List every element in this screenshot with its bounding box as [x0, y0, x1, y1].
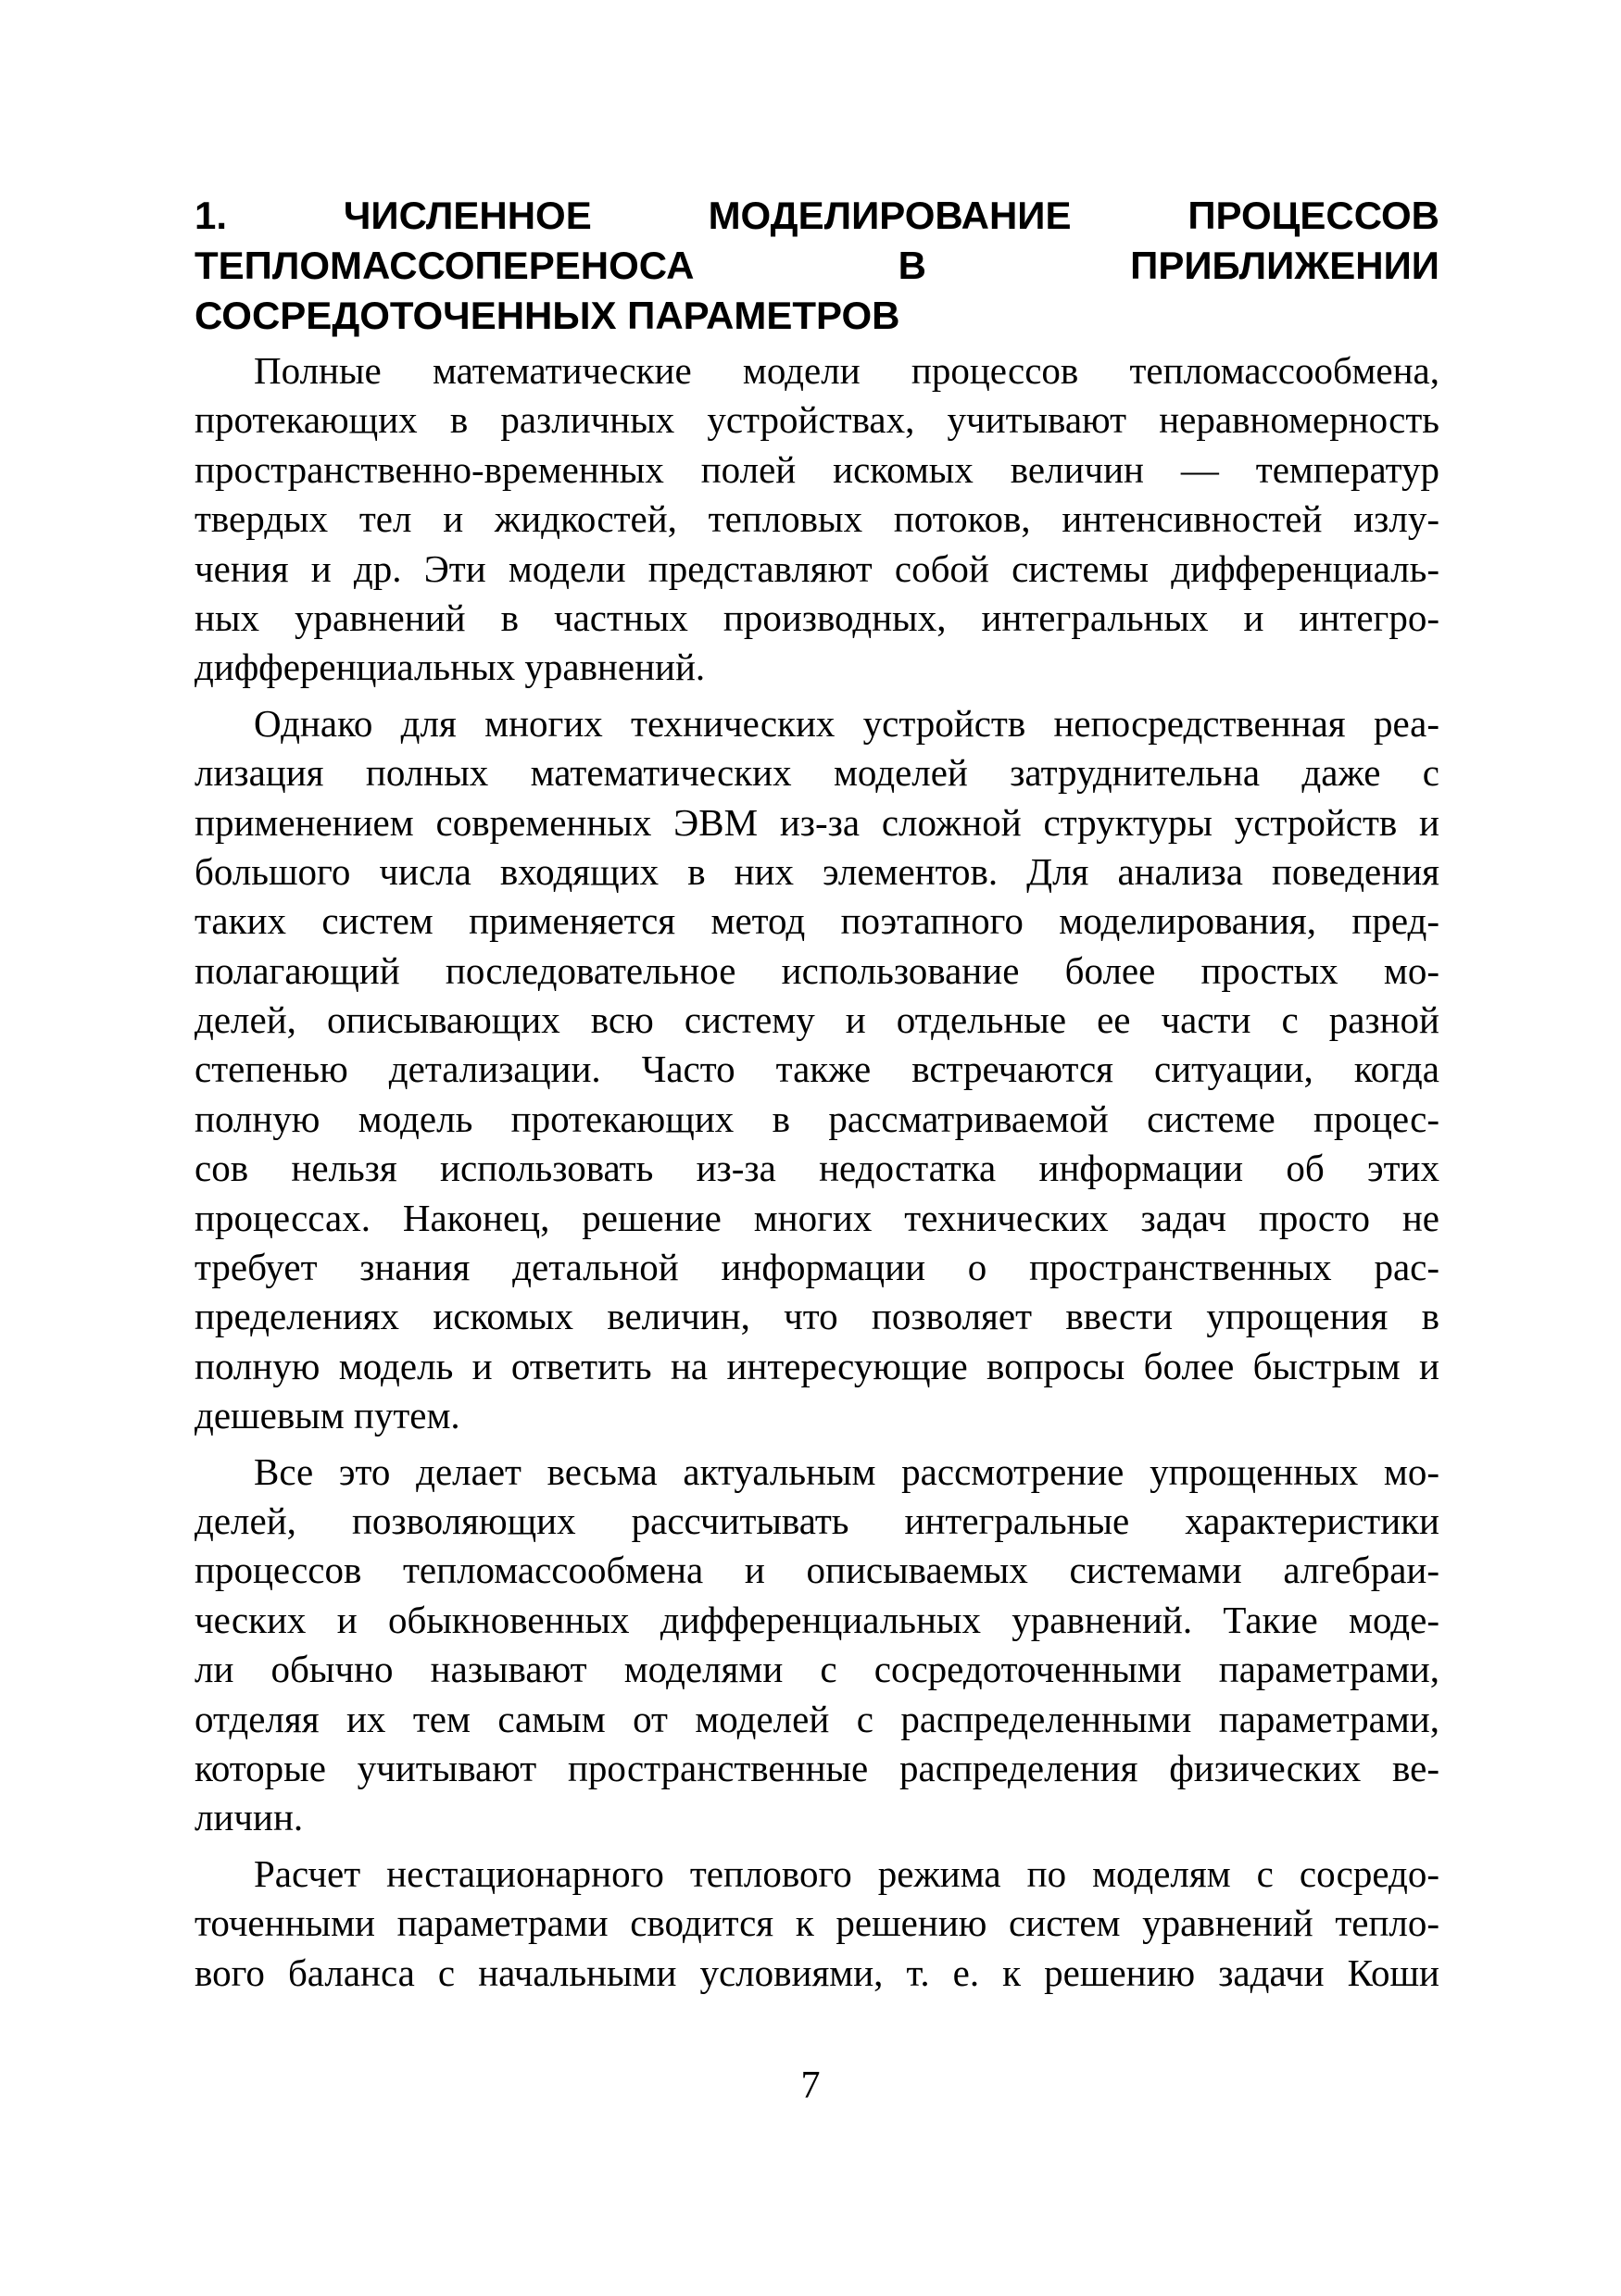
text-line: процессах. Наконец, решение многих технических задач просто не: [195, 1196, 1439, 1239]
text-line: дешевым путем.: [195, 1394, 460, 1437]
text-line: процессов тепломассообмена и описываемых системами алгебраи-: [195, 1549, 1439, 1592]
text-line: Полные математические модели процессов тепломассообмена,: [254, 349, 1439, 392]
text-line: применением современных ЭВМ из-за сложной структуры устройств и: [195, 800, 1439, 844]
text-line: делей, позволяющих рассчитывать интегральные характеристики: [195, 1499, 1439, 1542]
text-line: степенью детализации. Часто также встречаются ситуации, когда: [195, 1048, 1439, 1091]
text-line: личин.: [195, 1796, 304, 1839]
text-line: пределениях искомых величин, что позволяет ввести упрощения в: [195, 1295, 1439, 1338]
text-line: полную модель протекающих в рассматриваемой системе процес-: [195, 1097, 1439, 1140]
heading-line-2: [195, 241, 1439, 291]
text-line: чения и др. Эти модели представляют собой системы дифференциаль-: [195, 546, 1439, 590]
text-line: сов нельзя использовать из-за недостатка информации об этих: [195, 1147, 1439, 1190]
text-line: полную модель и ответить на интересующие вопросы более быстрым и: [195, 1344, 1439, 1387]
body-text: [195, 346, 1439, 2004]
text-line: большого числа входящих в них элементов. Для анализа поведения: [195, 849, 1439, 893]
heading-word: 1.: [195, 194, 228, 237]
text-line: пространственно-временных полей искомых величин — температур: [195, 447, 1439, 491]
paragraph: [195, 699, 1439, 1441]
heading-line-1: [195, 191, 1439, 241]
heading-word: ТЕПЛОМАССОПЕРЕНОСА: [195, 244, 695, 287]
text-line: Однако для многих технических устройств непосредственная реа-: [254, 701, 1439, 745]
heading-word: МОДЕЛИРОВАНИЕ: [708, 194, 1072, 237]
heading-word: ЧИСЛЕННОЕ: [343, 194, 592, 237]
heading-line-3: СОСРЕДОТОЧЕННЫХ ПАРАМЕТРОВ: [195, 294, 900, 337]
paragraph: [195, 346, 1439, 693]
heading-word: В: [898, 244, 926, 287]
heading-word: ПРОЦЕССОВ: [1187, 194, 1439, 237]
text-line: требует знания детальной информации о пространственных рас-: [195, 1246, 1439, 1289]
text-line: точенными параметрами сводится к решению систем уравнений тепло-: [195, 1901, 1439, 1945]
text-line: вого баланса с начальными условиями, т. е. к решению задачи Коши: [195, 1951, 1439, 1994]
text-line: ных уравнений в частных производных, интегральных и интегро-: [195, 596, 1439, 639]
text-line: полагающий последовательное использование более простых мо-: [195, 948, 1439, 992]
text-line: Расчет нестационарного теплового режима по моделям с сосредо-: [254, 1851, 1439, 1895]
chapter-heading: [195, 191, 1439, 341]
heading-word: ПРИБЛИЖЕНИИ: [1130, 244, 1439, 287]
paragraph: [195, 1850, 1439, 1998]
text-line: делей, описывающих всю систему и отдельные ее части с разной: [195, 998, 1439, 1042]
text-line: ческих и обыкновенных дифференциальных уравнений. Такие моде-: [195, 1598, 1439, 1641]
paragraph: [195, 1448, 1439, 1843]
text-line: таких систем применяется метод поэтапного моделирования, пред-: [195, 899, 1439, 943]
page-number: 7: [800, 2064, 821, 2107]
text-line: протекающих в различных устройствах, учитывают неравномерность: [195, 398, 1439, 442]
text-line: дифференциальных уравнений.: [195, 646, 706, 689]
text-line: которые учитывают пространственные распределения физических ве-: [195, 1746, 1439, 1789]
text-line: отделяя их тем самым от моделей с распределенными параметрами,: [195, 1697, 1439, 1740]
text-line: лизация полных математических моделей затруднительна даже с: [195, 751, 1439, 795]
text-line: Все это делает весьма актуальным рассмотрение упрощенных мо-: [254, 1449, 1439, 1493]
text-line: твердых тел и жидкостей, тепловых потоков, интенсивностей излу-: [195, 497, 1439, 541]
text-line: ли обычно называют моделями с сосредоточенными параметрами,: [195, 1648, 1439, 1691]
